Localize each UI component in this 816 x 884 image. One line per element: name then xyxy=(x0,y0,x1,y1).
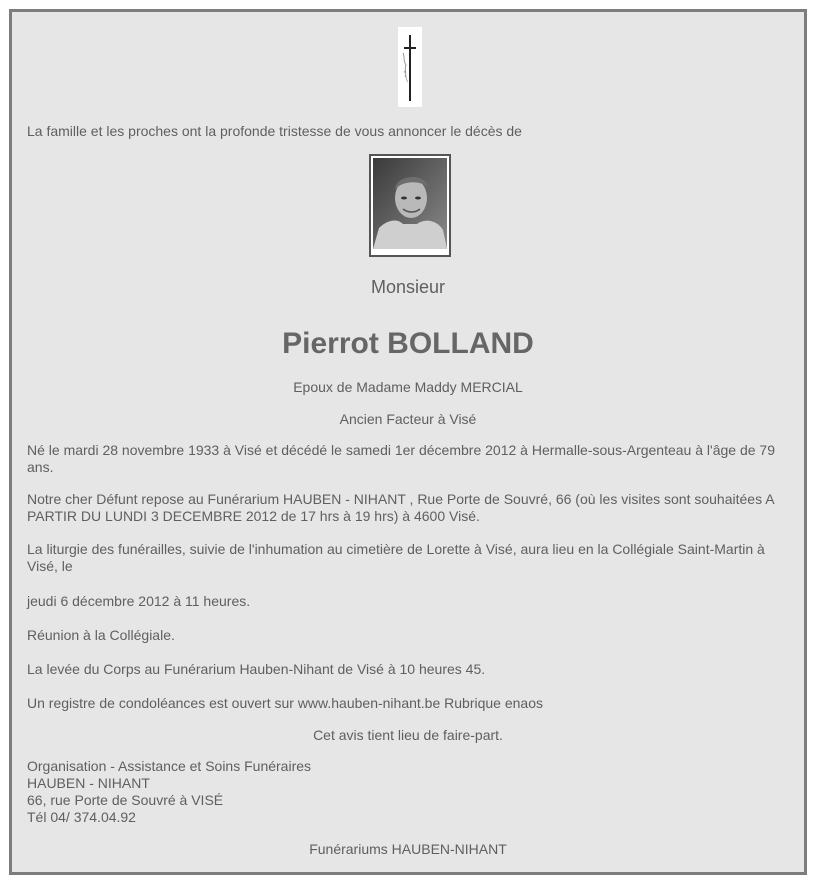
portrait-photo xyxy=(369,154,451,257)
cross-icon xyxy=(398,27,422,107)
organisation-line-1: Organisation - Assistance et Soins Funéraires xyxy=(27,758,312,774)
ceremony-date: jeudi 6 décembre 2012 à 11 heures. xyxy=(27,593,251,609)
liturgy-paragraph: La liturgie des funérailles, suivie de l'inhumation au cimetière de Lorette à Visé, aura lieu en la Collégiale Saint-Martin à Visé, le xyxy=(27,541,765,574)
intro-text: La famille et les proches ont la profonde tristesse de vous annoncer le décès de xyxy=(27,123,522,139)
occupation-line: Ancien Facteur à Visé xyxy=(339,411,477,427)
body-removal: La levée du Corps au Funérarium Hauben-Nihant de Visé à 10 heures 45. xyxy=(27,661,486,677)
funeral-home-paragraph: Notre cher Défunt repose au Funérarium HAUBEN - NIHANT , Rue Porte de Souvré, 66 (où les visites sont souhaitées A PARTIR DU LUNDI 3 DECEMBRE 2012 de 17 hrs à 19 hrs) à 4600 Visé. xyxy=(27,491,774,524)
birth-death-paragraph: Né le mardi 28 novembre 1933 à Visé et décédé le samedi 1er décembre 2012 à Hermalle-sous-Argenteau à l'âge de 79 ans. xyxy=(27,442,775,475)
organisation-line-2: HAUBEN - NIHANT xyxy=(27,775,150,791)
condolence-register: Un registre de condoléances est ouvert sur www.hauben-nihant.be Rubrique enaos xyxy=(27,695,543,711)
footer-signature: Funérariums HAUBEN-NIHANT xyxy=(309,841,507,857)
organisation-line-4: Tél 04/ 374.04.92 xyxy=(27,809,136,825)
obituary-card xyxy=(9,9,807,875)
honorific: Monsieur xyxy=(370,277,446,297)
deceased-name: Pierrot BOLLAND xyxy=(282,327,534,360)
notice-line: Cet avis tient lieu de faire-part. xyxy=(313,727,503,743)
meeting-place: Réunion à la Collégiale. xyxy=(27,627,175,643)
spouse-line: Epoux de Madame Maddy MERCIAL xyxy=(293,379,523,395)
organisation-line-3: 66, rue Porte de Souvré à VISÉ xyxy=(27,792,224,808)
